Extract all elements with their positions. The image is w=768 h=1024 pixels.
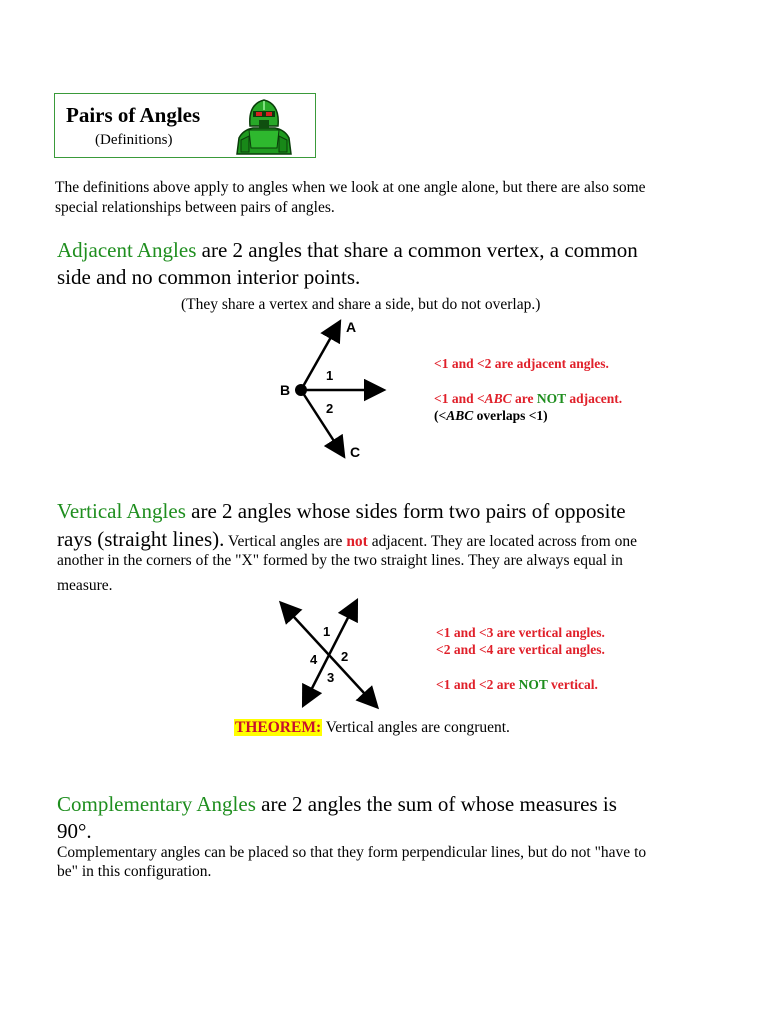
label-angle-2: 2 bbox=[341, 649, 349, 664]
label-angle-4: 4 bbox=[310, 652, 318, 667]
green-robot-helmet-icon bbox=[233, 96, 295, 156]
adjacent-note: (They share a vertex and share a side, but do not overlap.) bbox=[181, 296, 541, 313]
fact2-not: NOT bbox=[536, 391, 566, 406]
fact2-are: are bbox=[511, 391, 537, 406]
vertical-definition-line-1 bbox=[57, 497, 626, 525]
vertical-def-text-1: are 2 angles whose sides form two pairs of opposite bbox=[185, 499, 626, 523]
vertical-def-not: not bbox=[346, 533, 368, 550]
vertical-definition-line-3: another in the corners of the "X" formed by the two straight lines. They are always equal in bbox=[57, 552, 623, 569]
label-angle-2: 2 bbox=[326, 401, 334, 416]
adjacent-angles-diagram bbox=[270, 315, 410, 465]
ray-bc bbox=[301, 390, 343, 455]
adjacent-fact-3 bbox=[434, 407, 548, 425]
adjacent-definition-line-2: side and no common interior points. bbox=[57, 265, 361, 289]
complementary-angles-term: Complementary Angles bbox=[57, 792, 256, 816]
page-title: Pairs of Angles bbox=[66, 103, 201, 127]
theorem-text: Vertical angles are congruent. bbox=[322, 719, 510, 736]
vfact3-not: NOT bbox=[518, 677, 548, 692]
label-c: C bbox=[350, 444, 361, 460]
ray-ba bbox=[301, 323, 339, 390]
label-angle-3: 3 bbox=[327, 670, 335, 685]
vertical-angles-diagram bbox=[270, 598, 390, 710]
vertical-def-big: rays (straight lines). bbox=[57, 527, 225, 551]
vfact3-post: vertical. bbox=[547, 677, 598, 692]
vertical-definition-line-4: measure. bbox=[57, 577, 113, 594]
adjacent-def-text-1: are 2 angles that share a common vertex, a common bbox=[196, 238, 638, 262]
fact3-abc: ABC bbox=[446, 408, 474, 423]
label-angle-1: 1 bbox=[326, 368, 334, 383]
page-subtitle: (Definitions) bbox=[95, 132, 173, 148]
fact2-post: adjacent. bbox=[565, 391, 623, 406]
fact2-abc: ABC bbox=[484, 391, 512, 406]
vertical-def-small-a: Vertical angles are bbox=[224, 533, 347, 550]
vertical-angles-term: Vertical Angles bbox=[57, 499, 186, 523]
complementary-def-text-1: are 2 angles the sum of whose measures is bbox=[255, 792, 617, 816]
adjacent-angles-term: Adjacent Angles bbox=[57, 238, 197, 262]
fact3-post: overlaps <1) bbox=[473, 408, 548, 423]
theorem-label: THEOREM: bbox=[235, 719, 322, 736]
vertical-definition-line-2 bbox=[57, 525, 637, 553]
theorem-line bbox=[234, 719, 510, 737]
vfact3-pre: <1 and <2 are bbox=[436, 677, 519, 692]
complementary-note-line-2: be" in this configuration. bbox=[57, 863, 212, 880]
vertical-fact-3 bbox=[436, 676, 598, 694]
vertical-fact-1: <1 and <3 are vertical angles. bbox=[436, 625, 605, 640]
complementary-note-line-1: Complementary angles can be placed so that they form perpendicular lines, but do not "have to bbox=[57, 844, 647, 861]
adjacent-fact-1: <1 and <2 are adjacent angles. bbox=[434, 356, 609, 371]
intro-line-1: The definitions above apply to angles when we look at one angle alone, but there are also some bbox=[55, 179, 646, 196]
label-b: B bbox=[280, 382, 291, 398]
adjacent-fact-2 bbox=[434, 390, 622, 408]
title-box bbox=[54, 93, 316, 158]
label-angle-1: 1 bbox=[323, 624, 331, 639]
vertical-fact-2: <2 and <4 are vertical angles. bbox=[436, 642, 605, 657]
adjacent-definition-line-1 bbox=[57, 236, 638, 264]
fact2-pre: <1 and < bbox=[434, 391, 485, 406]
complementary-definition-line-1 bbox=[57, 790, 617, 818]
label-a: A bbox=[346, 319, 357, 335]
vertical-def-small-b: adjacent. They are located across from one bbox=[367, 533, 637, 550]
fact3-pre: (< bbox=[434, 408, 447, 423]
intro-line-2: special relationships between pairs of angles. bbox=[55, 199, 335, 216]
complementary-definition-line-2: 90°. bbox=[57, 819, 92, 843]
vertex-b-point bbox=[295, 384, 307, 396]
